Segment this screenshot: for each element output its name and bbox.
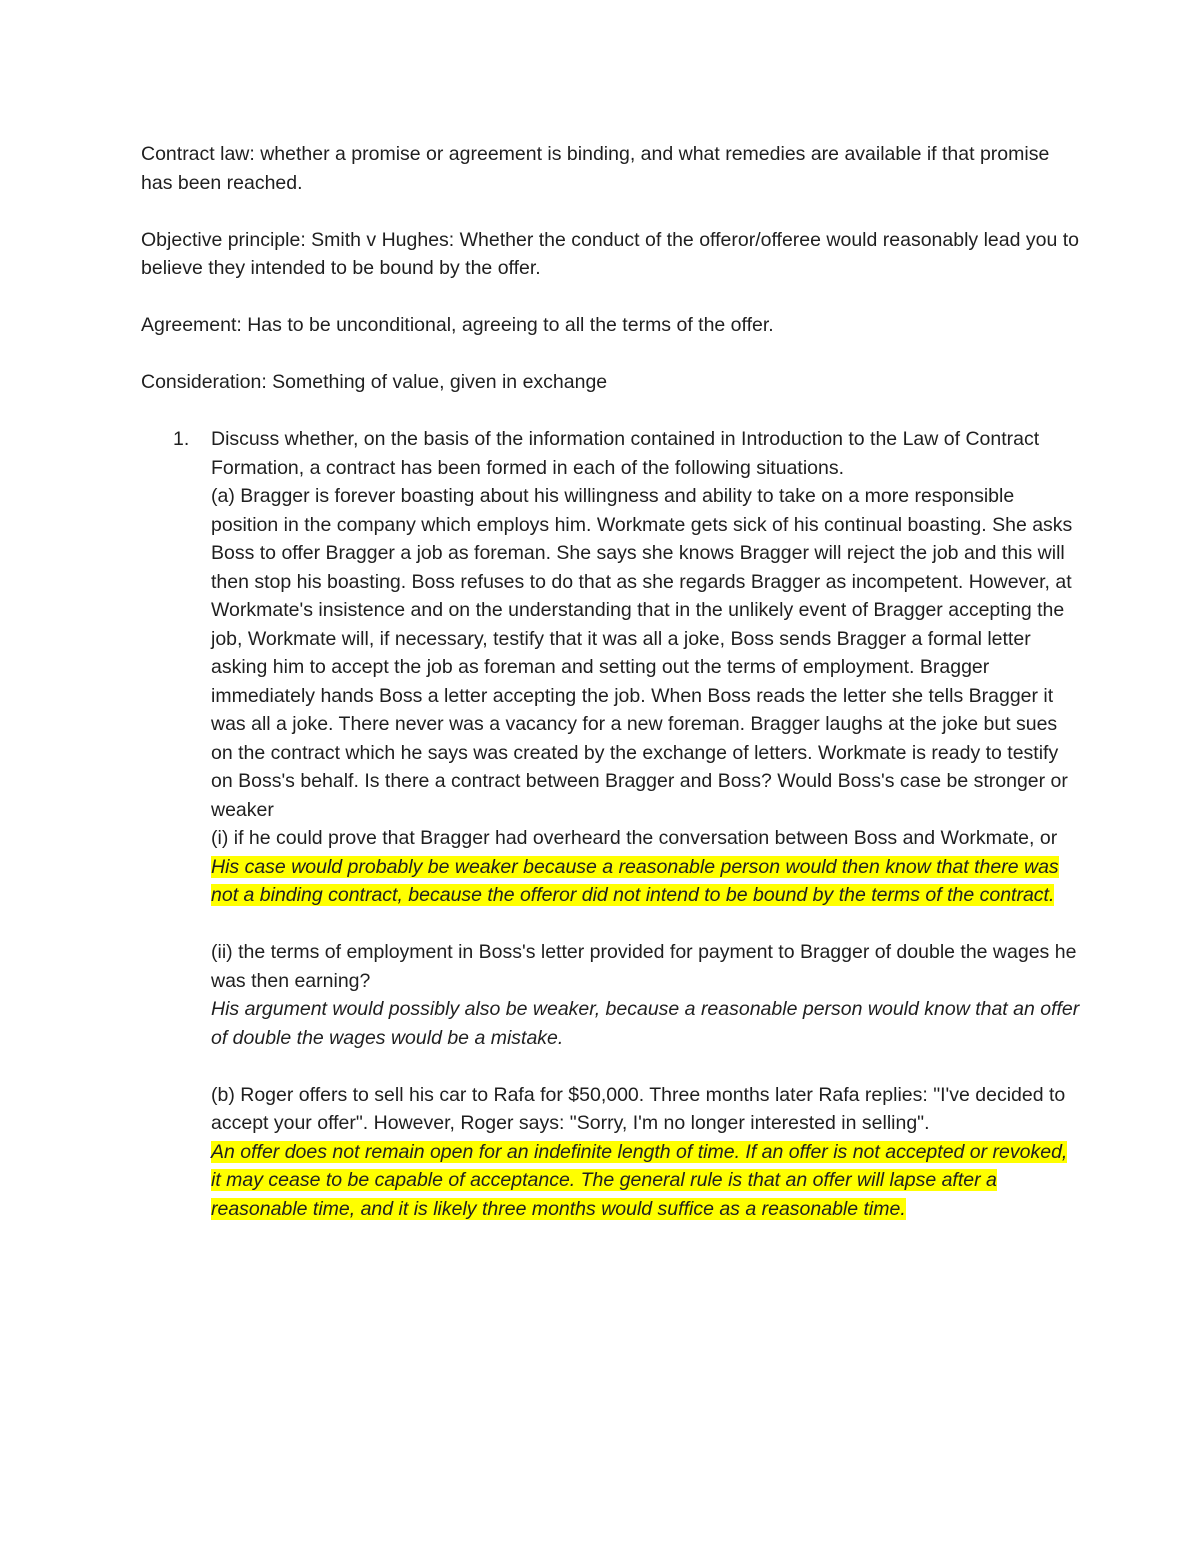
question-number: 1. xyxy=(173,428,190,450)
question-part-a-ii: (ii) the terms of employment in Boss's letter provided for payment to Bragger of double the wages he was then earning? xyxy=(211,941,1077,992)
question-part-a-i: (i) if he could prove that Bragger had overheard the conversation between Boss and Workmate, or xyxy=(211,827,1058,849)
consideration-definition: Consideration: Something of value, given in exchange xyxy=(141,371,608,393)
document-page xyxy=(141,140,1081,1223)
contract-law-definition: Contract law: whether a promise or agreement is binding, and what remedies are available if that promise has been reached. xyxy=(141,143,1050,194)
answer-a-i-block xyxy=(211,853,1081,910)
question-part-a: (a) Bragger is forever boasting about his willingness and ability to take on a more responsible position in the company which employs him. Workmate gets sick of his continual boasting. She asks Boss to offer Bragger a job as foreman. She says she knows Bragger will reject the job and this will then stop his boasting. Boss refuses to do that as she regards Bragger as incompetent. However, at Workmate's insistence and on the understanding that in the unlikely event of Bragger accepting the job, Workmate will, if necessary, testify that it was all a joke, Boss sends Bragger a formal letter asking him to accept the job as foreman and setting out the terms of employment. Bragger immediately hands Boss a letter accepting the job. When Boss reads the letter she tells Bragger it was all a joke. There never was a vacancy for a new foreman. Bragger laughs at the joke but sues on the contract which he says was created by the exchange of letters. Workmate is ready to testify on Boss's behalf. Is there a contract between Bragger and Boss? Would Boss's case be stronger or weaker xyxy=(211,485,1073,821)
agreement-definition: Agreement: Has to be unconditional, agreeing to all the terms of the offer. xyxy=(141,314,774,336)
objective-principle-definition: Objective principle: Smith v Hughes: Whether the conduct of the offeror/offeree would reasonably lead you to believe they intended to be bound by the offer. xyxy=(141,228,1079,279)
spacer xyxy=(211,910,1081,939)
question-stem: Discuss whether, on the basis of the information contained in Introduction to the Law of Contract Formation, a contract has been formed in each of the following situations. xyxy=(211,428,1040,479)
answer-a-ii: His argument would possibly also be weaker, because a reasonable person would know that an offer of double the wages would be a mistake. xyxy=(211,998,1080,1049)
spacer xyxy=(211,1052,1081,1081)
answer-a-i-highlighted: His case would probably be weaker because a reasonable person would then know that there was not a binding contract, because the offeror did not intend to be bound by the terms of the contract. xyxy=(211,855,1059,906)
question-part-b: (b) Roger offers to sell his car to Rafa for $50,000. Three months later Rafa replies: "I've decided to accept your offer". However, Roger says: "Sorry, I'm no longer interested in selling". xyxy=(211,1083,1066,1134)
question-list-item xyxy=(140,425,1081,1223)
answer-b-block xyxy=(211,1138,1081,1224)
answer-b-highlighted: An offer does not remain open for an indefinite length of time. If an offer is not accepted or revoked, it may cease to be capable of acceptance. The general rule is that an offer will lapse after a reasonable time, and it is likely three months would suffice as a reasonable time. xyxy=(211,1140,1068,1220)
